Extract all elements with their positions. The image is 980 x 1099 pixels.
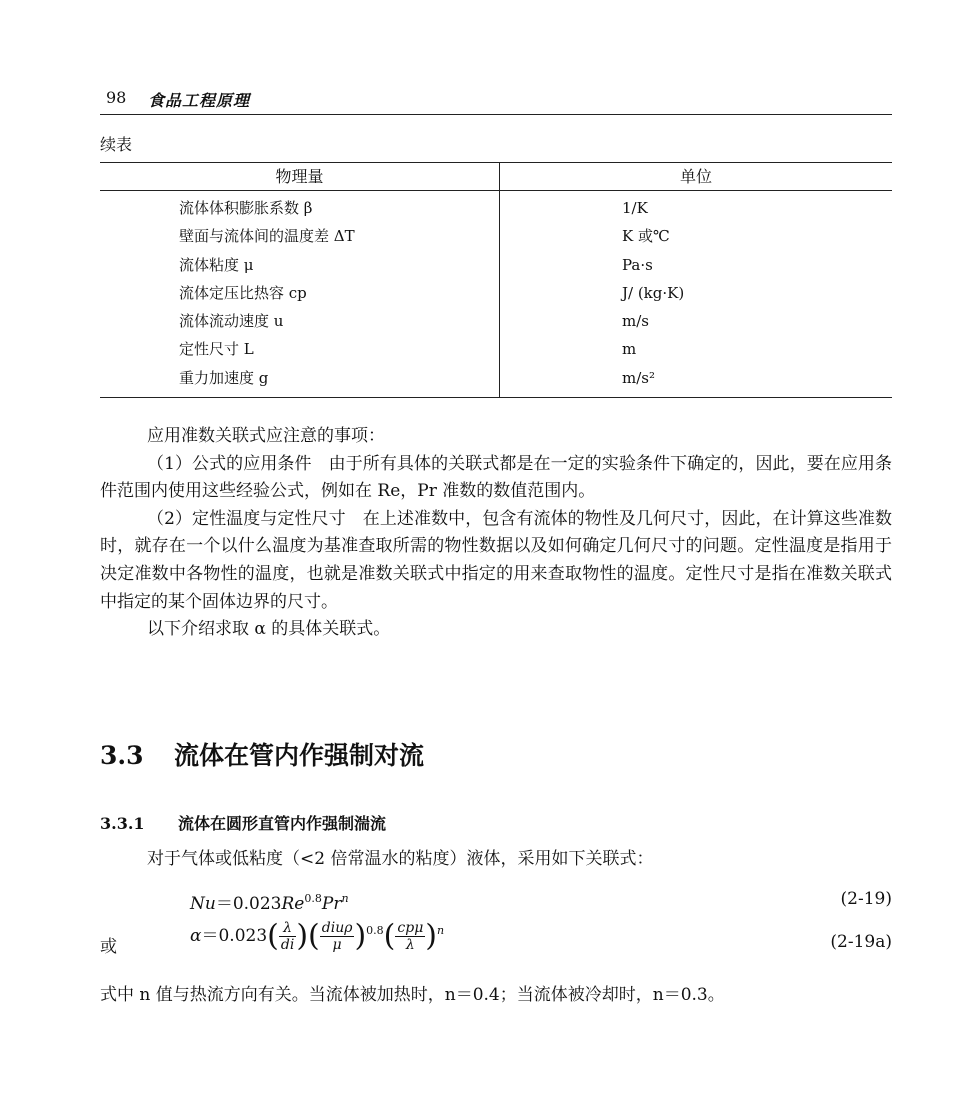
pr-symbol: Pr: [321, 894, 342, 914]
paragraph-exponent-note: 式中 n 值与热流方向有关。当流体被加热时，n＝0.4；当流体被冷却时，n＝0.3。: [100, 985, 725, 1005]
quantity-cell: 重力加速度 g: [179, 368, 269, 387]
paragraph-alpha-intro: 以下介绍求取 α 的具体关联式。: [147, 619, 391, 640]
unit-cell: 1/K: [622, 199, 648, 217]
page-header: [100, 84, 892, 115]
pr-exponent: n: [341, 892, 349, 905]
alpha-symbol: α: [190, 926, 202, 946]
reynolds-exponent: 0.8: [366, 924, 384, 937]
table-header: [100, 163, 892, 191]
table-row: [500, 251, 892, 279]
table-row: [100, 251, 500, 279]
paragraph-application-conditions: （1）公式的应用条件 由于所有具体的关联式都是在一定的实验条件下确定的，因此，要在应用条件范围内使用这些经验公式，例如在 Re，Pr 准数的数值范围内。: [100, 453, 892, 502]
fraction-numerator: λ: [279, 920, 296, 937]
page-number: 98: [106, 88, 127, 107]
fraction-prandtl: [395, 920, 425, 953]
quantity-unit-table: [100, 162, 892, 398]
unit-cell: K 或℃: [622, 227, 670, 246]
nu-symbol: Nu: [190, 894, 216, 914]
re-symbol: Re: [281, 894, 305, 914]
unit-column: [500, 194, 892, 392]
unit-cell: m: [622, 340, 637, 359]
table-row: [500, 364, 892, 392]
paren-open-1: (: [267, 918, 279, 954]
column-header-quantity: 物理量: [100, 163, 500, 190]
paragraph-qualitative-temperature: （2）定性温度与定性尺寸 在上述准数中，包含有流体的物性及几何尺寸，因此，在计算这些准数时，就存在一个以什么温度为基准查取所需的物性数据以及如何确定几何尺寸的问题。定性温度是指用于决定准数中各物性的温度，也就是准数关联式中指定的用来查取物性的温度。定性尺寸是指在准数关联式中指定的某个固体边界的尺寸。: [100, 508, 892, 612]
fraction-numerator: cpμ: [397, 920, 424, 936]
table-row: [100, 335, 500, 363]
paren-close-1: ): [296, 918, 309, 954]
subsection-title-text: 流体在圆形直管内作强制湍流: [178, 814, 387, 833]
table-row: [500, 222, 892, 250]
column-divider: [499, 191, 500, 397]
fraction-reynolds: [320, 920, 355, 953]
fraction-denominator: λ: [405, 937, 415, 953]
paren-close-2: ): [354, 918, 367, 954]
paren-open-2: (: [308, 918, 320, 954]
correlation-intro: [100, 846, 892, 874]
equation-2-19-body: [190, 889, 349, 914]
coefficient: 0.023: [218, 926, 268, 946]
unit-cell: m/s²: [622, 368, 655, 387]
equation-tag-2-19a: (2-19a): [830, 932, 892, 952]
table-row: [500, 279, 892, 307]
equation-tag-2-19: (2-19): [840, 889, 892, 909]
fraction-lambda-di: [279, 920, 296, 953]
exponent-note: [100, 982, 892, 1010]
section-title-text: 流体在管内作强制对流: [174, 741, 425, 770]
section-title: [100, 736, 424, 772]
equals-sign: ＝: [201, 926, 219, 946]
fraction-numerator: diuρ: [321, 920, 353, 936]
or-label: 或: [100, 937, 117, 957]
re-exponent: 0.8: [304, 892, 322, 905]
column-header-unit: 单位: [679, 167, 712, 186]
table-row: [100, 279, 500, 307]
coefficient: 0.023: [232, 894, 282, 914]
table-row: [100, 194, 500, 222]
equation-2-19a: [100, 920, 892, 966]
fraction-denominator: di: [280, 937, 295, 953]
paren-close-3: ): [425, 918, 438, 954]
unit-cell: J/ (kg·K): [622, 283, 685, 302]
prandtl-exponent: n: [437, 924, 445, 937]
equals-sign: ＝: [215, 894, 233, 914]
table-row: [500, 335, 892, 363]
paragraph-notes-intro: 应用准数关联式应注意的事项：: [147, 426, 385, 446]
subsection-title: [100, 811, 386, 834]
unit-cell: m/s: [622, 312, 649, 331]
subsection-number: 3.3.1: [100, 814, 145, 833]
quantity-cell: 流体粘度 μ: [179, 255, 254, 274]
table-body: [100, 191, 892, 397]
quantity-column: [100, 194, 500, 392]
paragraph-correlation-intro: 对于气体或低粘度（<2 倍常温水的粘度）液体，采用如下关联式：: [147, 849, 654, 869]
table-row: [100, 364, 500, 392]
quantity-cell: 流体流动速度 u: [179, 312, 284, 331]
quantity-cell: 流体定压比热容 cp: [179, 283, 307, 302]
book-title: 食品工程原理: [148, 91, 251, 110]
fraction-denominator: μ: [332, 937, 342, 953]
table-row: [100, 222, 500, 250]
paren-open-3: (: [383, 918, 396, 954]
body-text: [100, 423, 892, 644]
table-row: [100, 307, 500, 335]
equation-2-19a-body: [190, 920, 444, 953]
table-row: [500, 307, 892, 335]
unit-cell: Pa·s: [622, 255, 653, 274]
table-row: [500, 194, 892, 222]
quantity-cell: 流体体积膨胀系数 β: [179, 199, 313, 217]
section-number: 3.3: [100, 741, 144, 770]
table-caption: 续表: [100, 135, 133, 154]
quantity-cell: 壁面与流体间的温度差 ΔT: [179, 227, 355, 246]
quantity-cell: 定性尺寸 L: [179, 340, 254, 359]
